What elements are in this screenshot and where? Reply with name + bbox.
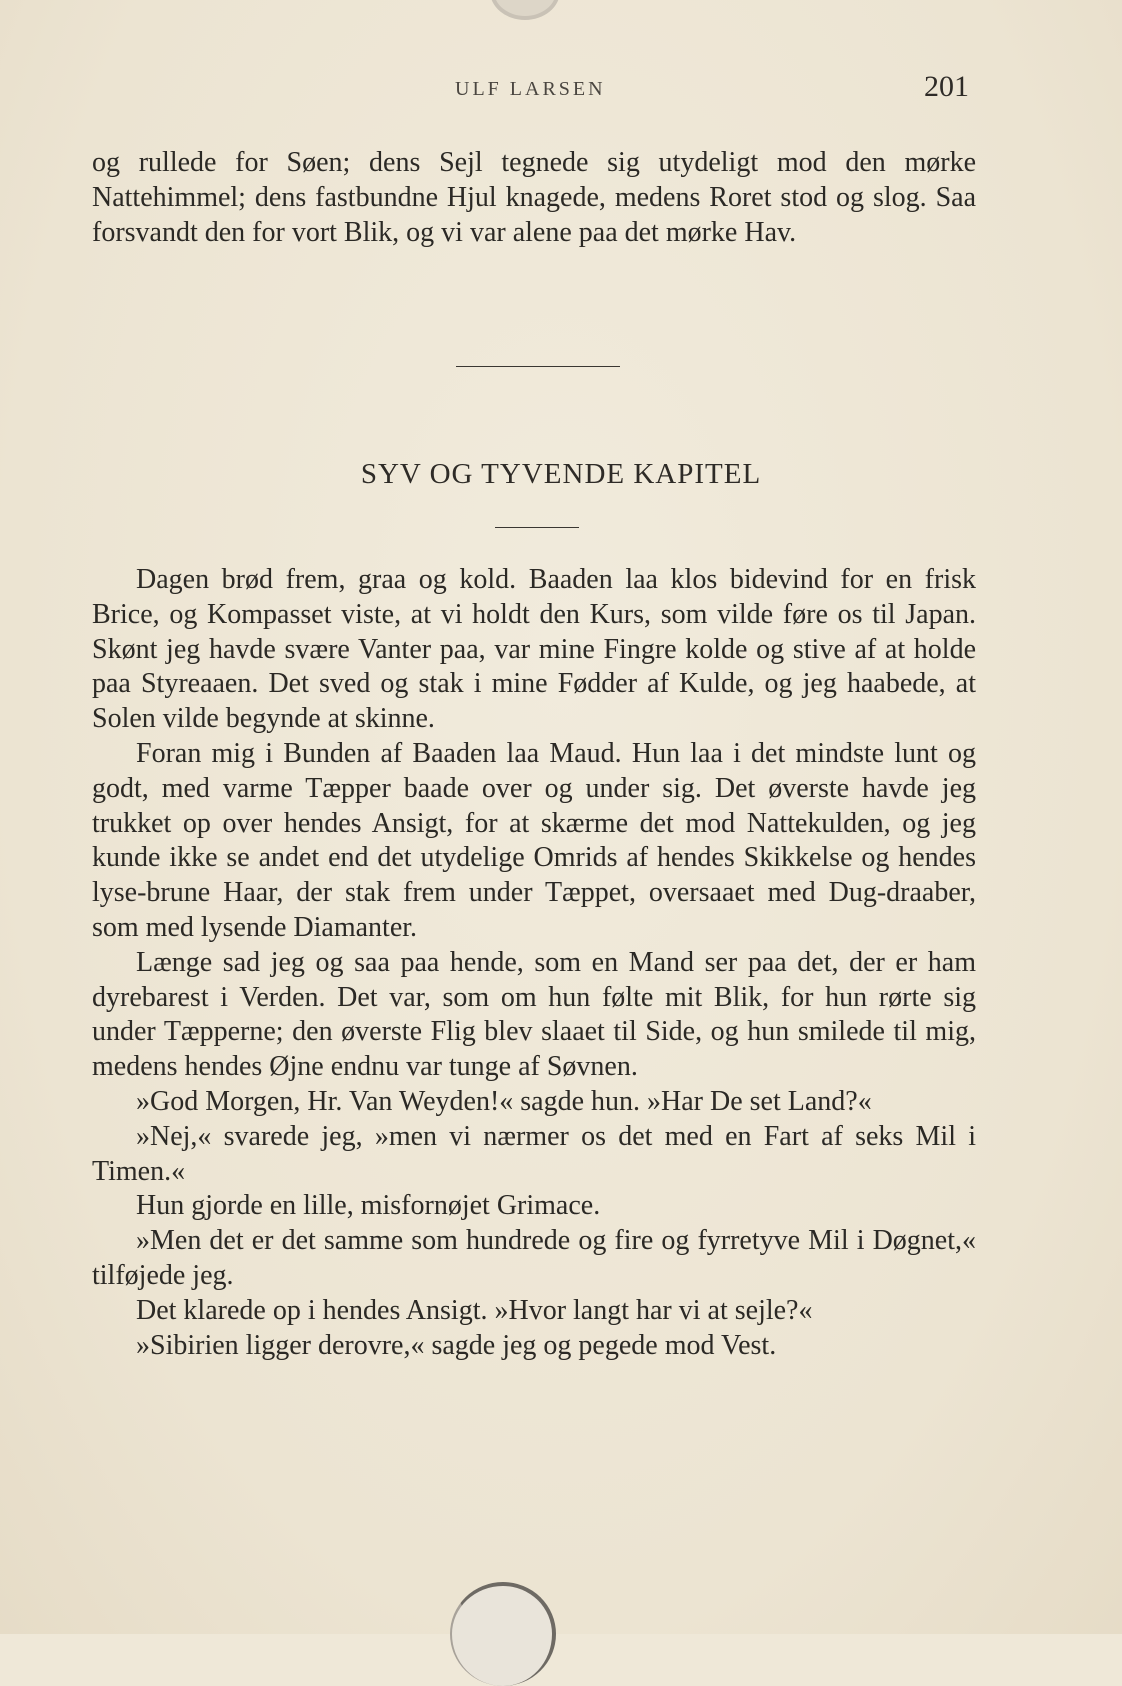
paragraph: Foran mig i Bunden af Baaden laa Maud. Hun laa i det mindste lunt og godt, med varme Tæpper baade over og under sig. Det øverste havde jeg trukket op over hendes Ansigt, for at skærme det mod Nattekulden, og jeg kunde ikke se andet end det utydelige Omrids af hendes Skikkelse og hendes lyse-brune Haar, der stak frem under Tæppet, oversaaet med Dug-draaber, som med lysende Diamanter. — [92, 737, 976, 943]
chapter-title: SYV OG TYVENDE KAPITEL — [360, 458, 762, 490]
running-title: ULF LARSEN — [455, 78, 606, 100]
binding-hole-bottom — [450, 1582, 556, 1686]
chapter-rule-top — [456, 366, 620, 367]
paragraph: Dagen brød frem, graa og kold. Baaden laa klos bidevind for en frisk Brice, og Kompasset viste, at vi holdt den Kurs, som vilde føre os til Japan. Skønt jeg havde svære Vanter paa, var mine Fingre kolde og stive af at holde paa Styreaaen. Det sved og stak i mine Fødder af Kulde, og jeg haabede, at Solen vilde begynde at skinne. — [92, 564, 976, 735]
opening-paragraph: og rullede for Søen; dens Sejl tegnede sig utydeligt mod den mørke Nattehimmel; dens fastbundne Hjul knagede, medens Roret stod og slog. Saa forsvandt den for vort Blik, og vi var alene paa det mørke Hav. — [92, 147, 976, 248]
paragraph: Hun gjorde en lille, misfornøjet Grimace. — [136, 1190, 601, 1222]
chapter-rule-bottom — [495, 527, 579, 528]
page-number: 201 — [924, 70, 969, 103]
paragraph: »Nej,« svarede jeg, »men vi nærmer os det med en Fart af seks Mil i Timen.« — [92, 1120, 976, 1187]
paragraph: »Sibirien ligger derovre,« sagde jeg og pegede mod Vest. — [136, 1329, 777, 1361]
opening-paragraph-block — [92, 146, 976, 250]
paragraph: »God Morgen, Hr. Van Weyden!« sagde hun. »Har De set Land?« — [136, 1085, 872, 1117]
running-head — [0, 70, 1122, 110]
paragraph: Længe sad jeg og saa paa hende, som en Mand ser paa det, der er ham dyrebarest i Verden. Det var, som om hun følte mit Blik, for hun rørte sig under Tæpperne; den øverste Flig blev slaaet til Side, og hun smilede til mig, medens hendes Øjne endnu var tunge af Søvnen. — [92, 946, 976, 1083]
paragraph: »Men det er det samme som hundrede og fire og fyrretyve Mil i Døgnet,« tilføjede jeg. — [92, 1225, 976, 1291]
chapter-body — [92, 563, 976, 1363]
binding-hole-top — [490, 0, 560, 20]
paragraph: Det klarede op i hendes Ansigt. »Hvor langt har vi at sejle?« — [136, 1294, 813, 1326]
